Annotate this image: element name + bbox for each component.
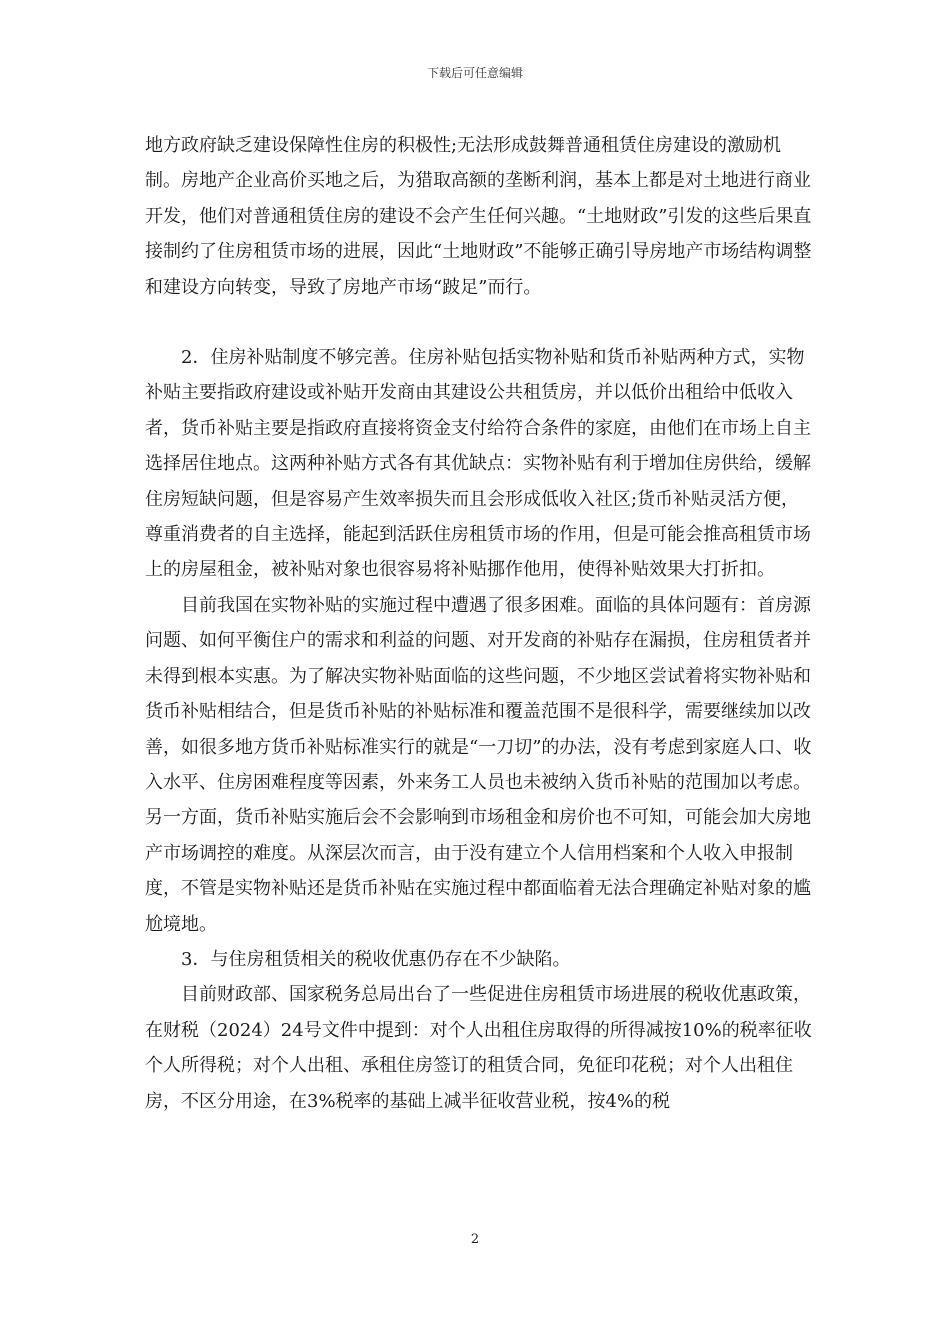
paragraph-tax-policy: 目前财政部、国家税务总局出台了一些促进住房租赁市场进展的税收优惠政策，在财税（2024）24号文件中提到：对个人出租住房取得的所得减按10%的税率征收个人所得税；对个人出租、承租住房签订的租赁合同，免征印花税；对个人出租住房，不区分用途，在3%税率的基础上减半征收营业税，按4%的税 — [145, 984, 812, 1112]
paragraph-housing-subsidy: 2．住房补贴制度不够完善。住房补贴包括实物补贴和货币补贴两种方式，实物补贴主要指政府建设或补贴开发商由其建设公共租赁房，并以低价出租给中低收入者，货币补贴主要是指政府直接将资金支付给符合条件的家庭，由他们在市场上自主选择居住地点。这两种补贴方式各有其优缺点：实物补贴有利于增加住房供给，缓解住房短缺问题，但是容易产生效率损失而且会形成低收入社区;货币补贴灵活方便，尊重消费者的自主选择，能起到活跃住房租赁市场的作用，但是可能会推高租赁市场上的房屋租金，被补贴对象也很容易将补贴挪作他用，使得补贴效果大打折扣。 — [145, 347, 811, 581]
paragraph-land-finance: 地方政府缺乏建设保障性住房的积极性;无法形成鼓舞普通租赁住房建设的激励机制。房地产企业高价买地之后，为猎取高额的垄断利润，基本上都是对土地进行商业开发，他们对普通租赁住房的建设不会产生任何兴趣。“土地财政”引发的这些后果直接制约了住房租赁市场的进展，因此“土地财政”不能够正确引导房地产市场结构调整和建设方向转变，导致了房地产市场“跛足”而行。 — [145, 135, 812, 298]
page-number: 2 — [470, 1232, 480, 1247]
document-body — [145, 128, 815, 1119]
paragraph-tax-heading: 3．与住房租赁相关的税收优惠仍存在不少缺陷。 — [181, 948, 571, 970]
page-header-note: 下载后可任意编辑 — [426, 66, 523, 80]
paragraph-in-kind-subsidy-problems: 目前我国在实物补贴的实施过程中遭遇了很多困难。面临的具体问题有：首房源问题、如何平衡住户的需求和利益的问题、对开发商的补贴存在漏损，住房租赁者并未得到根本实惠。为了解决实物补贴面临的这些问题，不少地区尝试着将实物补贴和货币补贴相结合，但是货币补贴的补贴标准和覆盖范围不是很科学，需要继续加以改善，如很多地方货币补贴标准实行的就是“一刀切”的办法，没有考虑到家庭人口、收入水平、住房困难程度等因素，外来务工人员也未被纳入货币补贴的范围加以考虑。另一方面，货币补贴实施后会不会影响到市场租金和房价也不可知，可能会加大房地产市场调控的难度。从深层次而言，由于没有建立个人信用档案和个人收入申报制度，不管是实物补贴还是货币补贴在实施过程中都面临着无法合理确定补贴对象的尴尬境地。 — [145, 594, 812, 935]
